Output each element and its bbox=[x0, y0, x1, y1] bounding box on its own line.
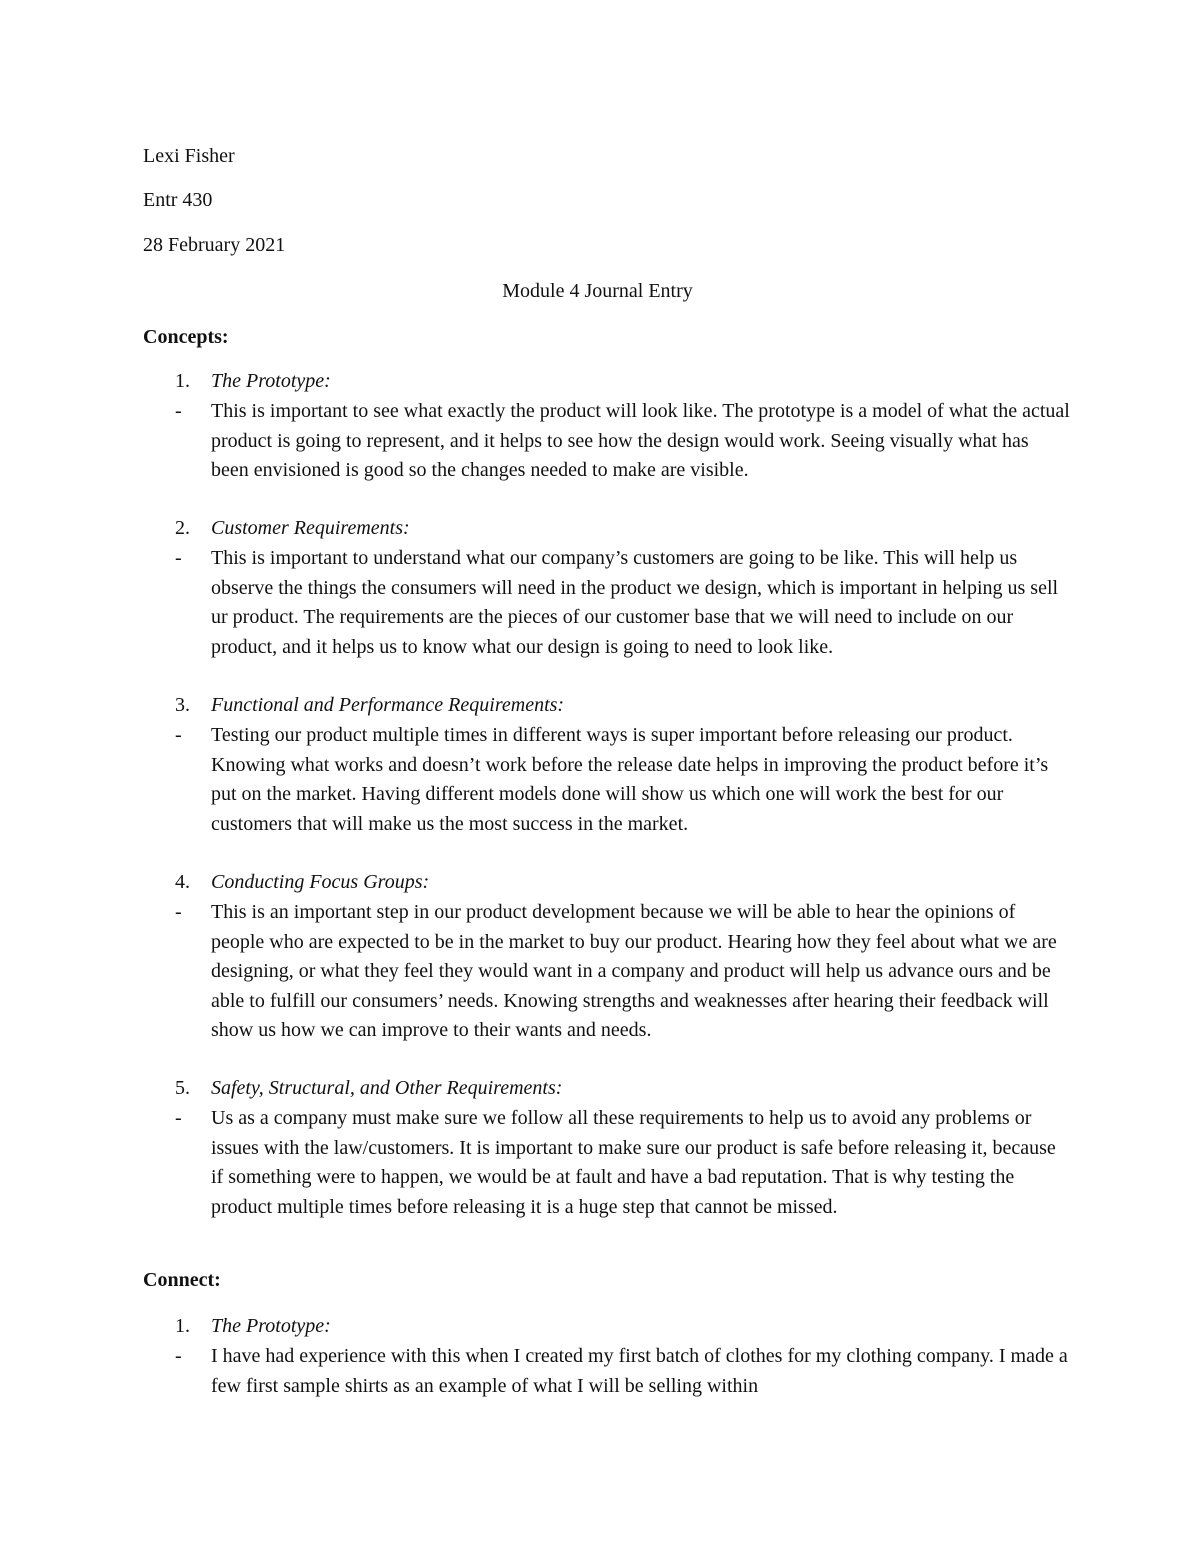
dash-marker: - bbox=[175, 547, 182, 569]
list-number: 4. bbox=[175, 871, 190, 893]
concept-bullet-2 bbox=[0, 544, 1200, 692]
dash-marker: - bbox=[175, 400, 182, 422]
concept-bullet-3 bbox=[0, 721, 1200, 869]
course-name: Entr 430 bbox=[143, 189, 213, 211]
dash-marker: - bbox=[175, 1345, 182, 1367]
concept-text: This is an important step in our product development because we will be able to hear the opinions of people who are expected to be in the market to buy our product. Hearing how they feel about what we are designing, or what they feel they would want in a company and product will help us advance ours and be able to fulfill our consumers’ needs. Knowing strengths and weaknesses after hearing their feedback will show us how we can improve to their wants and needs. bbox=[211, 901, 1057, 1041]
concept-label: The Prototype: bbox=[211, 370, 331, 392]
concept-item-3 bbox=[0, 693, 1200, 723]
connect-bullet-1 bbox=[0, 1342, 1200, 1402]
author-name: Lexi Fisher bbox=[143, 145, 235, 167]
connect-text: I have had experience with this when I created my first batch of clothes for my clothing company. I made a few first sample shirts as an example of what I will be selling within bbox=[211, 1345, 1068, 1397]
concept-label: Functional and Performance Requirements: bbox=[211, 694, 565, 716]
concept-text: This is important to understand what our company’s customers are going to be like. This will help us observe the things the consumers will need in the product we design, which is important in helping us sell ur product. The requirements are the pieces of our customer base that we will need to include on our product, and it helps us to know what our design is going to need to look like. bbox=[211, 547, 1059, 658]
concept-bullet-5 bbox=[0, 1104, 1200, 1252]
dash-marker: - bbox=[175, 1107, 182, 1129]
concept-bullet-1 bbox=[0, 397, 1200, 515]
list-number: 1. bbox=[175, 1315, 190, 1337]
concepts-heading: Concepts: bbox=[143, 326, 229, 348]
concept-text: Us as a company must make sure we follow all these requirements to help us to avoid any problems or issues with the law/customers. It is important to make sure our product is safe before releasing it, because if something were to happen, we would be at fault and have a bad reputation. That is why testing the product multiple times before releasing it is a huge step that cannot be missed. bbox=[211, 1107, 1056, 1218]
concept-item-5 bbox=[0, 1076, 1200, 1106]
connect-label: The Prototype: bbox=[211, 1315, 331, 1337]
concept-label: Safety, Structural, and Other Requirements: bbox=[211, 1077, 563, 1099]
document-date: 28 February 2021 bbox=[143, 234, 286, 256]
concept-text: Testing our product multiple times in different ways is super important before releasing our product. Knowing what works and doesn’t work before the release date helps in improving the product before it’s put on the market. Having different models done will show us which one will work the best for our customers that will make us the most success in the market. bbox=[211, 724, 1049, 835]
concept-item-2 bbox=[0, 516, 1200, 546]
connect-item-1 bbox=[0, 1314, 1200, 1344]
concept-label: Customer Requirements: bbox=[211, 517, 410, 539]
list-number: 5. bbox=[175, 1077, 190, 1099]
dash-marker: - bbox=[175, 724, 182, 746]
concept-text: This is important to see what exactly the product will look like. The prototype is a model of what the actual product is going to represent, and it helps to see how the design would work. Seeing visually what has been envisioned is good so the changes needed to make are visible. bbox=[211, 400, 1070, 481]
concept-bullet-4 bbox=[0, 898, 1200, 1075]
list-number: 1. bbox=[175, 370, 190, 392]
dash-marker: - bbox=[175, 901, 182, 923]
connect-heading: Connect: bbox=[143, 1269, 221, 1291]
concept-label: Conducting Focus Groups: bbox=[211, 871, 430, 893]
list-number: 2. bbox=[175, 517, 190, 539]
list-number: 3. bbox=[175, 694, 190, 716]
concept-item-4 bbox=[0, 870, 1200, 900]
concept-item-1 bbox=[0, 369, 1200, 399]
document-title: Module 4 Journal Entry bbox=[502, 280, 693, 302]
